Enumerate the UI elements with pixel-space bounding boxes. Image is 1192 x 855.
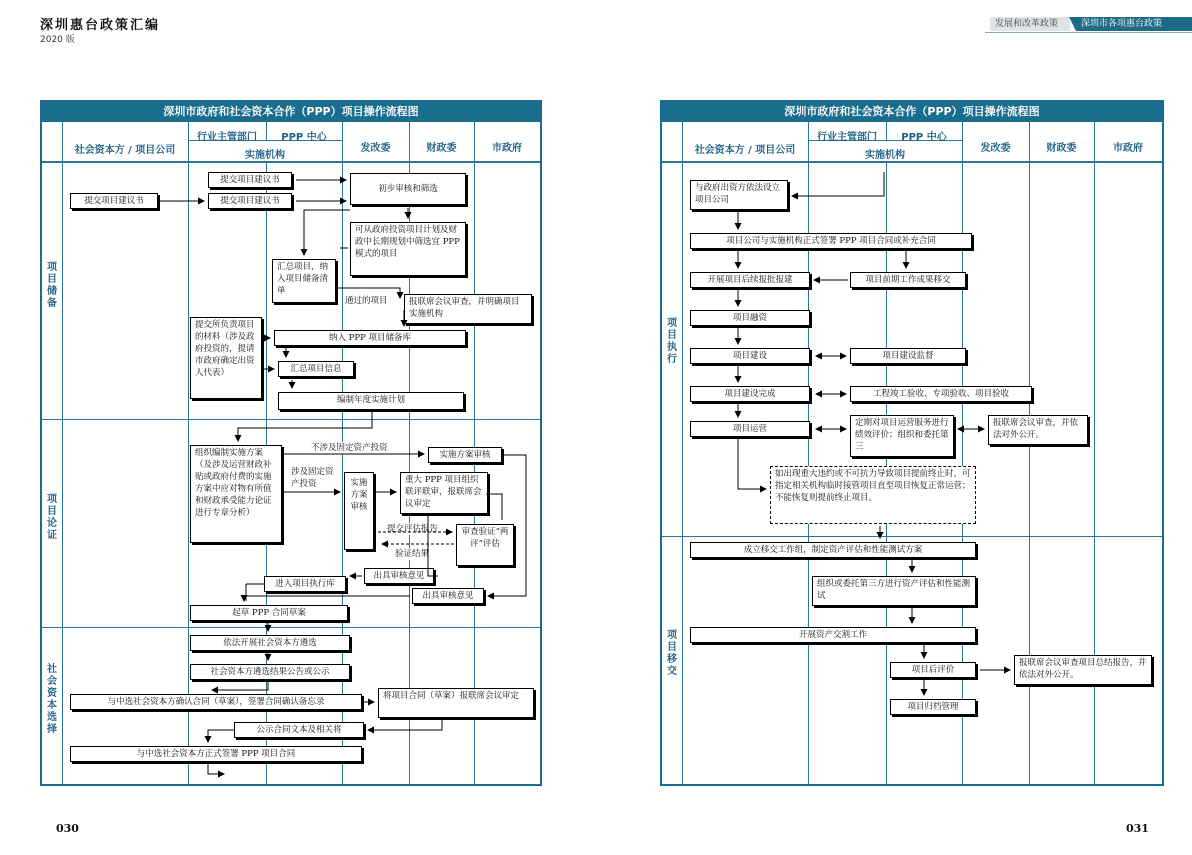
connector bbox=[792, 172, 884, 196]
box-project-financing: 项目融资 bbox=[690, 310, 810, 326]
box-publish-contract-text: 公示合同文本及相关将 bbox=[234, 722, 364, 738]
col-header-ndrc: 发改委 bbox=[980, 143, 1011, 154]
col-header-implementing-agency: 实施机构 bbox=[865, 150, 905, 161]
phase-label-execution: 项目执行 bbox=[667, 318, 677, 365]
col-header-ndrc: 发改委 bbox=[360, 143, 391, 154]
col-header-municipal-gov: 市政府 bbox=[1113, 143, 1143, 154]
edge-label-submit-report: 提交评估报告 bbox=[387, 524, 439, 534]
phase-label-reserve: 项目储备 bbox=[47, 262, 57, 309]
left-flowchart-title: 深圳市政府和社会资本合作（PPP）项目操作流程图 bbox=[42, 102, 540, 122]
connector bbox=[738, 439, 766, 489]
box-selection-announcement: 社会资本方遴选结果公告或公示 bbox=[190, 664, 350, 680]
connector bbox=[488, 455, 526, 596]
box-submit-materials: 提交所负责项目的材料（涉及政府投资的，提请市政府确定出资人代表） bbox=[190, 317, 262, 399]
edge-label-verify-result: 验证结果 bbox=[395, 549, 430, 559]
box-report-joint-meeting: 报联席会议审查，并依法对外公开。 bbox=[988, 415, 1088, 445]
box-preliminary-review: 初步审核和筛选 bbox=[350, 173, 466, 205]
phase-label-capital-selection: 社会资本选择 bbox=[47, 664, 57, 735]
col-header-municipal-gov: 市政府 bbox=[492, 143, 522, 154]
col-header-social-capital: 社会资本方 / 项目公司 bbox=[74, 145, 176, 156]
category-tag[interactable]: 发展和改革政策 bbox=[990, 17, 1070, 31]
left-connectors bbox=[42, 102, 540, 784]
right-flowchart-title: 深圳市政府和社会资本合作（PPP）项目操作流程图 bbox=[662, 102, 1162, 122]
box-handover-preliminary-results: 项目前期工作成果移交 bbox=[850, 272, 966, 288]
col-header-industry-dept: 行业主管部门 bbox=[817, 132, 877, 143]
box-plan-review-ndrc: 实施方案审核 bbox=[344, 472, 374, 550]
box-sign-ppp-contract: 与中选社会资本方正式签署 PPP 项目合同 bbox=[70, 746, 362, 762]
tag-divider bbox=[1069, 17, 1076, 31]
box-report-summary: 报联席会议审查项目总结报告，并依法对外公开。 bbox=[1014, 655, 1152, 685]
connector bbox=[244, 596, 410, 601]
box-review-opinion-finance: 出具审核意见 bbox=[412, 588, 484, 604]
header-rule bbox=[985, 32, 1192, 33]
edge-label-approved-projects: 通过的项目 bbox=[345, 296, 388, 306]
box-select-social-capital: 依法开展社会资本方遴选 bbox=[190, 635, 350, 651]
connector bbox=[368, 720, 442, 730]
box-draft-ppp-contract: 起草 PPP 合同草案 bbox=[190, 605, 348, 621]
edition-year: 2020 版 bbox=[40, 35, 75, 45]
box-construction-complete: 项目建设完成 bbox=[690, 386, 810, 402]
col-header-finance: 财政委 bbox=[426, 143, 457, 154]
connector bbox=[212, 682, 268, 690]
connector bbox=[208, 730, 234, 742]
box-asset-delivery: 开展资产交割工作 bbox=[690, 627, 976, 643]
right-flowchart bbox=[660, 100, 1164, 786]
section-tag[interactable]: 深圳市各项惠台政策 bbox=[1076, 17, 1192, 31]
connector bbox=[486, 494, 502, 520]
box-asset-evaluation: 组织或委托第三方进行资产评估和性能测试 bbox=[812, 576, 976, 606]
col-header-finance: 财政委 bbox=[1046, 143, 1077, 154]
connector bbox=[208, 764, 224, 774]
box-enter-execution-library: 进入项目执行库 bbox=[264, 576, 346, 592]
box-acceptance-inspections: 工程竣工验收、专项验收、项目验收 bbox=[850, 386, 1032, 402]
right-connectors bbox=[662, 102, 1162, 784]
box-archive-management: 项目归档管理 bbox=[890, 699, 976, 715]
box-handover-working-group: 成立移交工作组，制定资产评估和性能测试方案 bbox=[690, 542, 976, 558]
box-project-construction: 项目建设 bbox=[690, 348, 810, 364]
phase-label-handover: 项目移交 bbox=[667, 630, 677, 677]
box-submit-proposal: 提交项目建议书 bbox=[208, 172, 292, 188]
box-follow-up-approvals: 开展项目后续报批报建 bbox=[690, 272, 810, 288]
connector bbox=[238, 412, 372, 441]
left-flowchart bbox=[40, 100, 542, 786]
book-title: 深圳惠台政策汇编 bbox=[40, 18, 161, 33]
page-number-left: 030 bbox=[56, 822, 79, 835]
box-post-evaluation: 项目后评价 bbox=[890, 662, 976, 678]
col-header-ppp-center: PPP 中心 bbox=[901, 132, 947, 143]
box-submit-proposal-social: 提交项目建议书 bbox=[70, 193, 158, 209]
box-early-termination: 如出现重大违约或不可抗力导致项目提前终止时，可指定相关机构临时接管项目直至项目恢复正常运营；不能恢复则提前终止项目。 bbox=[770, 466, 976, 524]
box-confirm-contract-draft: 与中选社会资本方确认合同（草案），签署合同确认备忘录 bbox=[70, 694, 362, 710]
box-ppp-reserve-library: 纳入 PPP 项目储备库 bbox=[274, 330, 466, 346]
box-review-opinion-ndrc: 出具审核意见 bbox=[364, 568, 434, 584]
edge-label-fixed-asset: 涉及固定资产投资 bbox=[291, 467, 334, 489]
col-header-implementing-agency: 实施机构 bbox=[245, 150, 285, 161]
box-construction-supervision: 项目建设监督 bbox=[850, 348, 966, 364]
connector bbox=[428, 516, 438, 576]
connector bbox=[338, 288, 400, 298]
box-submit-proposal: 提交项目建议书 bbox=[208, 193, 292, 209]
col-header-social-capital: 社会资本方 / 项目公司 bbox=[694, 145, 796, 156]
page-number-right: 031 bbox=[1126, 822, 1149, 835]
box-draft-implementation-plan: 组织编制实施方案（及涉及运营财政补贴或政府付费的实施方案中应对物有所值和财政承受能力论证进行专章分析） bbox=[190, 445, 282, 543]
box-performance-evaluation: 定期对项目运营服务进行绩效评价；组织和委托第三 bbox=[850, 415, 954, 457]
box-verify-two-evaluations: 审查验证“两评”评估 bbox=[456, 524, 514, 566]
col-header-ppp-center: PPP 中心 bbox=[281, 132, 327, 143]
col-header-industry-dept: 行业主管部门 bbox=[197, 132, 257, 143]
box-annual-plan: 编制年度实施计划 bbox=[278, 392, 464, 410]
box-screen-from-plan: 可从政府投资项目计划及财政中长期规划中筛选宜 PPP 模式的项目 bbox=[350, 222, 466, 276]
box-establish-project-company: 与政府出资方依法设立项目公司 bbox=[690, 180, 788, 210]
box-consolidate-projects: 汇总项目，纳入项目储备清单 bbox=[272, 259, 336, 303]
box-project-info-summary: 汇总项目信息 bbox=[278, 361, 354, 377]
box-plan-review-finance: 实施方案审核 bbox=[428, 447, 502, 463]
box-sign-ppp-or-supplement: 项目公司与实施机构正式签署 PPP 项目合同或补充合同 bbox=[690, 233, 972, 249]
phase-label-demonstration: 项目论证 bbox=[47, 494, 57, 541]
edge-label-no-fixed-asset: 不涉及固定资产投资 bbox=[311, 443, 388, 453]
box-contract-to-joint-meeting: 将项目合同（草案）报联席会议审定 bbox=[378, 688, 534, 718]
box-project-operation: 项目运营 bbox=[690, 421, 810, 437]
box-joint-meeting-review: 报联席会议审查，并明确项目实施机构 bbox=[404, 294, 532, 324]
box-major-ppp-joint-review: 重大 PPP 项目组织联评联审，报联席会议审定 bbox=[400, 472, 488, 514]
